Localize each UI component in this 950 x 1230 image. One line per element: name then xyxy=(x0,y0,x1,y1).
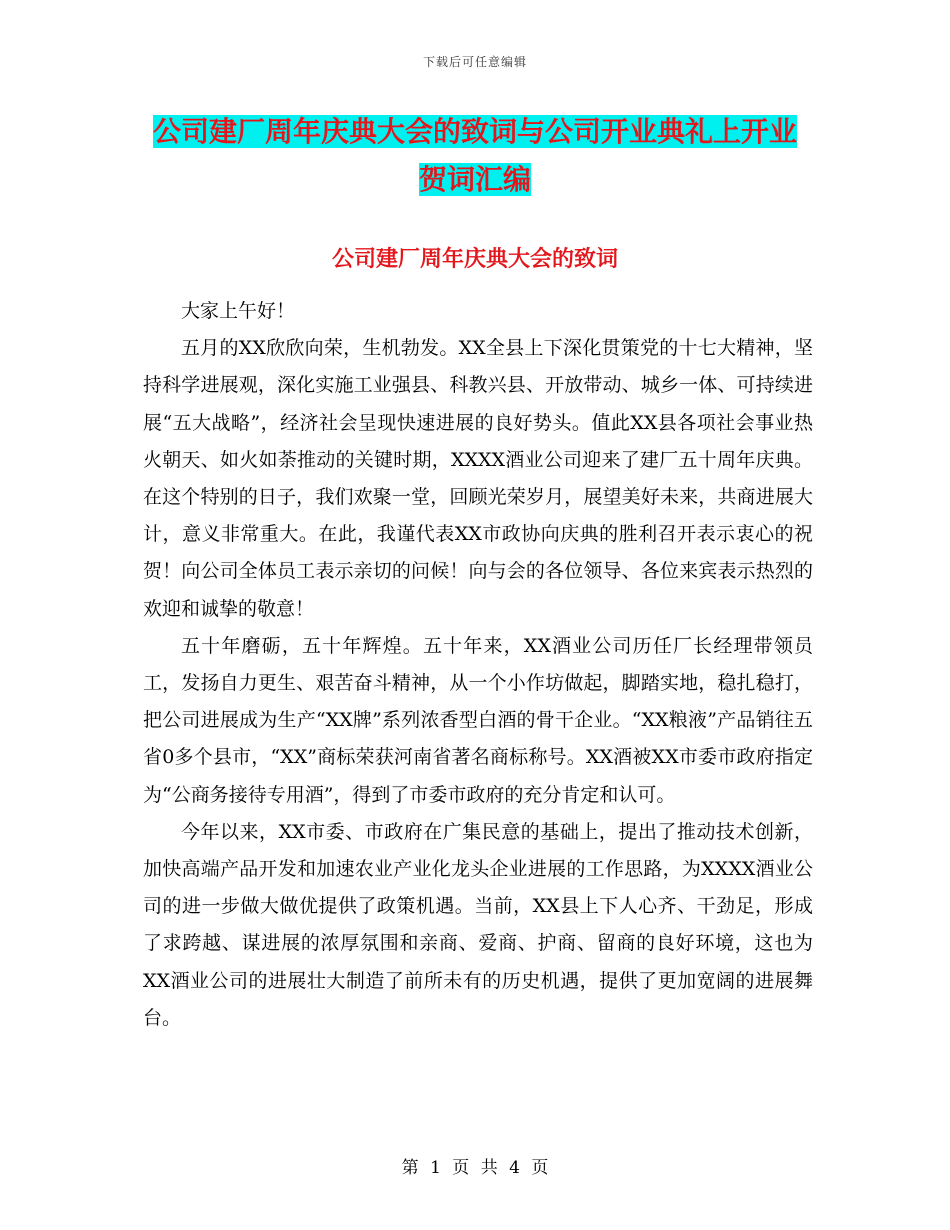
document-title-line1: 公司建厂周年庆典大会的致词与公司开业典礼上开业 xyxy=(152,115,797,148)
page-number-footer: 第 1 页 共 4 页 xyxy=(401,1158,549,1178)
document-body xyxy=(143,293,813,1037)
section-title: 公司建厂周年庆典大会的致词 xyxy=(331,247,618,272)
page-header-note: 下载后可任意编辑 xyxy=(422,55,527,69)
paragraph: 五月的XX欣欣向荣，生机勃发。XX全县上下深化贯策党的十七大精神，坚持科学进展观，深化实施工业强县、科教兴县、开放带动、城乡一体、可持续进展“五大战略”，经济社会呈现快速进展的良好势头。值此XX县各项社会事业热火朝天、如火如荼推动的关键时期，XXXX酒业公司迎来了建厂五十周年庆典。在这个特别的日子，我们欢聚一堂，回顾光荣岁月，展望美好未来，共商进展大计，意义非常重大。在此，我谨代表XX市政协向庆典的胜利召开表示衷心的祝贺！向公司全体员工表示亲切的问候！向与会的各位领导、各位来宾表示热烈的欢迎和诚挚的敬意！ xyxy=(143,337,813,620)
document-title xyxy=(140,108,810,204)
paragraph-greeting: 大家上午好！ xyxy=(181,300,296,322)
paragraph: 今年以来，XX市委、市政府在广集民意的基础上，提出了推动技术创新，加快高端产品开发和加速农业产业化龙头企业进展的工作思路，为XXXX酒业公司的进一步做大做优提供了政策机遇。当前，XX县上下人心齐、干劲足，形成了求跨越、谋进展的浓厚氛围和亲商、爱商、护商、留商的良好环境，这也为XX酒业公司的进展壮大制造了前所未有的历史机遇，提供了更加宽阔的进展舞台。 xyxy=(143,820,813,1029)
document-title-line2: 贺词汇编 xyxy=(418,163,531,196)
paragraph: 五十年磨砺，五十年辉煌。五十年来，XX酒业公司历任厂长经理带领员工，发扬自力更生、艰苦奋斗精神，从一个小作坊做起，脚踏实地，稳扎稳打，把公司进展成为生产“XX牌”系列浓香型白酒的骨干企业。“XX粮液”产品销往五省0多个县市，“XX”商标荣获河南省著名商标称号。XX酒被XX市委市政府指定为“公商务接待专用酒”，得到了市委市政府的充分肯定和认可。 xyxy=(143,634,813,806)
